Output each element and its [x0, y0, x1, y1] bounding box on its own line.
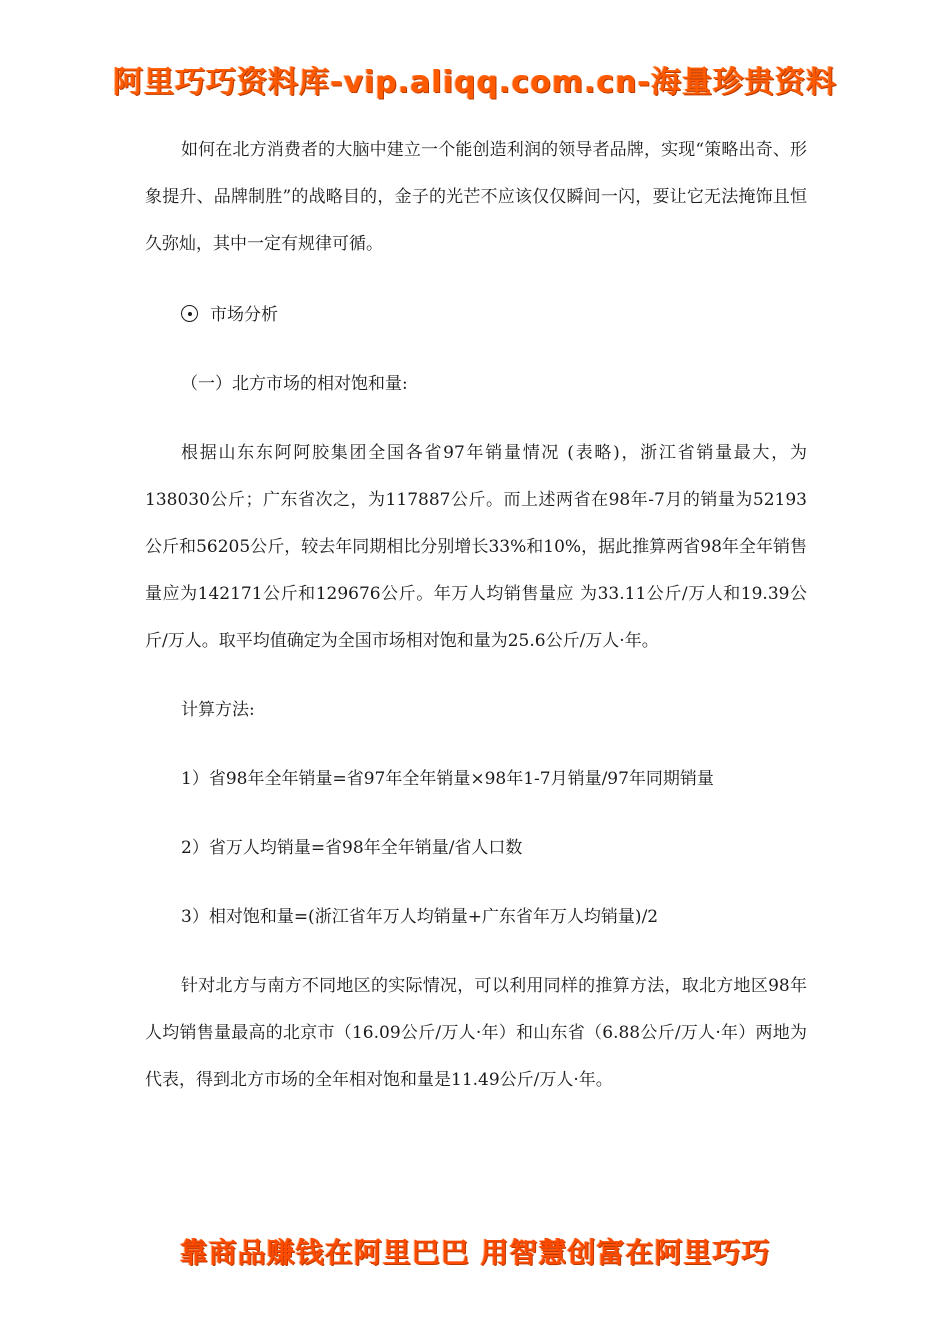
method-step-2: 2）省万人均销量=省98年全年销量/省人口数	[181, 838, 523, 858]
document-body	[145, 127, 807, 1104]
intro-paragraph: 如何在北方消费者的大脑中建立一个能创造利润的领导者品牌，实现“策略出奇、形象提升、品牌制胜”的战略目的，金子的光芒不应该仅仅瞬间一闪，要让它无法掩饰且恒久弥灿，其中一定有规律可循。	[145, 140, 807, 254]
section-heading-text: 市场分析	[210, 305, 278, 325]
section-heading	[145, 292, 807, 339]
conclusion-paragraph: 针对北方与南方不同地区的实际情况，可以利用同样的推算方法，取北方地区98年人均销售量最高的北京市（16.09公斤/万人·年）和山东省（6.88公斤/万人·年）两地为代表，得到北方市场的全年相对饱和量是11.49公斤/万人·年。	[145, 976, 807, 1090]
method-step-3: 3）相对饱和量=(浙江省年万人均销量+广东省年万人均销量)/2	[181, 907, 659, 927]
analysis-paragraph: 根据山东东阿阿胶集团全国各省97年销量情况 (表略)，浙江省销量最大，为138030公斤；广东省次之，为117887公斤。而上述两省在98年-7月的销量为52193 公斤和56205公斤，较去年同期相比分别增长33%和10%，据此推算两省98年全年销售量应为142171公斤和129676公斤。年万人均销售量应 为33.11公斤/万人和19.39公斤/万人。取平均值确定为全国市场相对饱和量为25.6公斤/万人·年。	[145, 443, 807, 651]
header-banner: 阿里巧巧资料库-vip.aliqq.com.cn-海量珍贵资料	[113, 65, 837, 100]
circled-dot-icon	[181, 305, 198, 322]
footer-banner: 靠商品赚钱在阿里巴巴 用智慧创富在阿里巧巧	[179, 1236, 771, 1269]
method-step-1: 1）省98年全年销量=省97年全年销量×98年1-7月销量/97年同期销量	[181, 769, 714, 789]
subsection-heading: （一）北方市场的相对饱和量:	[181, 374, 408, 394]
method-heading: 计算方法:	[181, 700, 255, 720]
